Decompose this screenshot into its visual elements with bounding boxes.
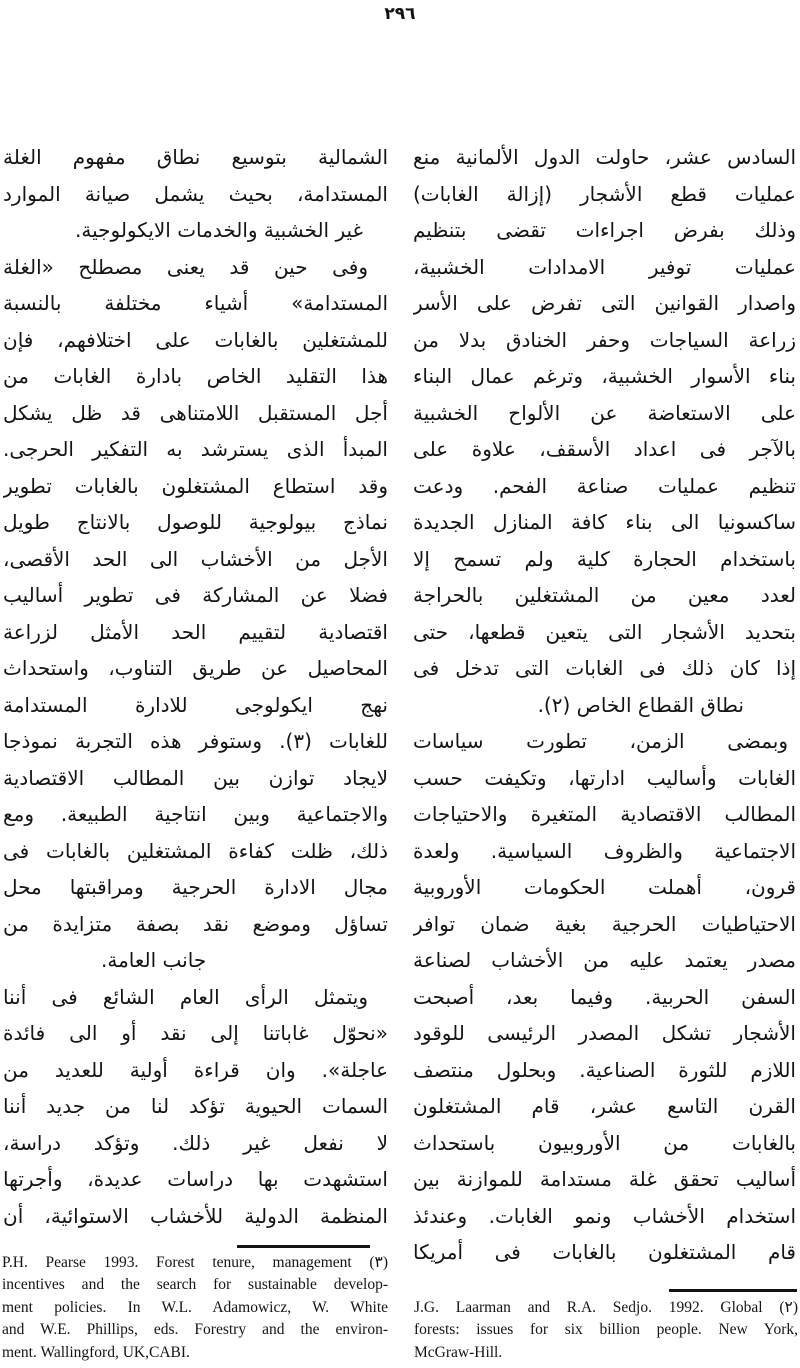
text-line: القرن التاسع عشر، قام المشتغلون: [413, 1094, 796, 1118]
text-line: بتحديد الأشجار التى يتعين قطعها، حتى: [413, 619, 796, 644]
text-line: الغابات وأساليب ادارتها، وتكيفت حسب: [413, 765, 796, 790]
footnote-line: McGraw-Hill.: [414, 1343, 503, 1361]
footnote-right: [414, 1297, 798, 1364]
text-line: للمشتغلين بالغابات على اختلافهم، فإن: [3, 327, 388, 352]
text-line: استشهدت بها دراسات عديدة، وأجرتها: [3, 1167, 388, 1191]
footnote-line: ment policies. In W.L. Adamowicz, W. White: [2, 1298, 388, 1316]
text-line: هذا التقليد الخاص بادارة الغابات من: [3, 364, 388, 388]
text-line: أساليب تحقق غلة مستدامة للموازنة بين: [413, 1167, 796, 1191]
text-line: ساكسونيا الى بناء كافة المنازل الجديدة: [413, 510, 796, 534]
text-line: والاجتماعية وبين انتاجية الطبيعة. ومع: [3, 802, 388, 826]
text-line: جانب العامة.: [101, 948, 207, 972]
text-line: الأشجار تشكل المصدر الرئيسى للوقود: [413, 1021, 796, 1045]
text-line: ذلك، ظلت كفاءة المشتغلين بالغابات فى: [3, 838, 388, 863]
text-line: الشمالية بتوسيع نطاق مفهوم الغلة: [3, 145, 388, 169]
text-line: السمات الحيوية تؤكد لنا من جديد أننا: [3, 1094, 388, 1118]
text-line: للغابات (٣). وستوفر هذه التجربة نموذجا: [3, 729, 388, 753]
text-line: مصدر يعتمد عليه من الأخشاب لصناعة: [413, 948, 796, 972]
text-line: بالغابات من الأوروبيون باستحداث: [413, 1130, 796, 1155]
text-line: ويتمثل الرأى العام الشائع فى أننا: [3, 984, 368, 1009]
text-line: استخدام الأخشاب ونمو الغابات. وعندئذ: [413, 1203, 796, 1228]
text-line: على الاستعاضة عن الألواح الخشبية: [413, 400, 796, 425]
text-line: المستدامة» أشياء مختلفة بالنسبة: [3, 291, 388, 315]
column-left-arabic-text: [3, 139, 388, 1234]
text-line: غير الخشبية والخدمات الايكولوجية.: [75, 218, 363, 242]
column-right-arabic-text: [413, 139, 796, 1271]
text-line: الأجل من الأخشاب الى الحد الأقصى،: [3, 546, 388, 571]
page-number: ٢٩٦: [384, 4, 416, 24]
text-line: بناء الأسوار الخشبية، وترغم عمال البناء: [413, 364, 796, 388]
text-line: الاجتماعية والظروف السياسية. ولعدة: [413, 838, 796, 863]
text-line: قام المشتغلون بالغابات فى أمريكا: [413, 1240, 796, 1264]
footnote-left: [2, 1252, 388, 1364]
text-line: عاجلة». وان قراءة أولية للعديد من: [3, 1057, 388, 1082]
text-line: عمليات قطع الأشجار (إزالة الغابات): [413, 181, 796, 206]
text-line: الاحتياطيات الحرجية بغية ضمان توافر: [413, 911, 796, 936]
text-line: قرون، أهملت الحكومات الأوروبية: [413, 875, 796, 899]
text-line: لعدد معين من المشتغلين بالحراجة: [413, 583, 796, 607]
text-line: إذا كان ذلك فى الغابات التى تدخل فى: [413, 656, 796, 680]
footnote-separator-right: [669, 1289, 797, 1292]
text-line: تساؤل وموضع نقد بصفة متزايدة من: [3, 911, 388, 936]
text-line: نهج ايكولوجى للادارة المستدامة: [3, 692, 388, 717]
text-line: لايجاد توازن بين المطالب الاقتصادية: [3, 765, 388, 790]
text-line: اقتصادية لتقييم الحد الأمثل لزراعة: [3, 619, 388, 644]
text-line: عمليات توفير الامدادات الخشبية،: [413, 254, 796, 279]
text-line: «نحوّل غاباتنا إلى نقد أو الى فائدة: [3, 1021, 388, 1045]
footnote-line: J.G. Laarman and R.A. Sedjo. 1992. Global (٢): [414, 1299, 798, 1316]
text-line: أجل المستقبل اللامتناهى قد ظل يشكل: [3, 400, 388, 425]
text-line: المبدأ الذى يسترشد به التفكير الحرجى.: [3, 437, 388, 461]
text-line: لا نفعل غير ذلك. وتؤكد دراسة،: [3, 1130, 388, 1155]
text-line: زراعة السياجات وحفر الخنادق بدلا من: [413, 327, 796, 352]
text-line: نطاق القطاع الخاص (٢).: [537, 692, 744, 717]
footnote-line: and W.E. Phillips, eds. Forestry and the environ-: [2, 1321, 388, 1339]
text-line: اللازم للثورة الصناعية. وبحلول منتصف: [413, 1057, 796, 1082]
footnote-separator-left: [237, 1245, 370, 1248]
text-line: بالآجر فى اعداد الأسقف، علاوة على: [413, 437, 796, 461]
text-line: نماذج بيولوجية للوصول بالانتاج طويل: [3, 510, 388, 534]
text-line: وبمضى الزمن، تطورت سياسات: [413, 729, 788, 753]
text-line: السادس عشر، حاولت الدول الألمانية منع: [413, 145, 796, 169]
text-line: المستدامة، بحيث يشمل صيانة الموارد: [3, 181, 388, 206]
text-line: وذلك بفرض اجراءات تقضى بتنظيم: [413, 218, 796, 242]
footnote-line: forests: issues for six billion people. New York,: [414, 1321, 798, 1339]
text-line: فضلا عن المشاركة فى تطوير أساليب: [3, 583, 388, 607]
text-line: تنظيم عمليات صناعة الفحم. ودعت: [413, 473, 796, 498]
text-line: مجال الادارة الحرجية ومراقبتها محل: [3, 875, 388, 899]
text-line: المطالب الاقتصادية المتغيرة والاحتياجات: [413, 802, 796, 826]
text-line: باستخدام الحجارة كلية ولم تسمح إلا: [413, 546, 796, 571]
footnote-line: ment. Wallingford, UK,CABI.: [2, 1343, 190, 1361]
text-line: المحاصيل عن طريق التناوب، واستحداث: [3, 656, 388, 680]
footnote-line: P.H. Pearse 1993. Forest tenure, management (٣): [2, 1254, 388, 1271]
footnote-line: incentives and the search for sustainable develop-: [2, 1276, 388, 1294]
text-line: وفى حين قد يعنى مصطلح «الغلة: [3, 254, 368, 279]
text-line: السفن الحربية. وفيما بعد، أصبحت: [413, 984, 796, 1009]
text-line: المنظمة الدولية للأخشاب الاستوائية، أن: [3, 1203, 388, 1228]
text-line: وقد استطاع المشتغلون بالغابات تطوير: [3, 473, 388, 498]
text-line: واصدار القوانين التى تفرض على الأسر: [413, 291, 796, 315]
